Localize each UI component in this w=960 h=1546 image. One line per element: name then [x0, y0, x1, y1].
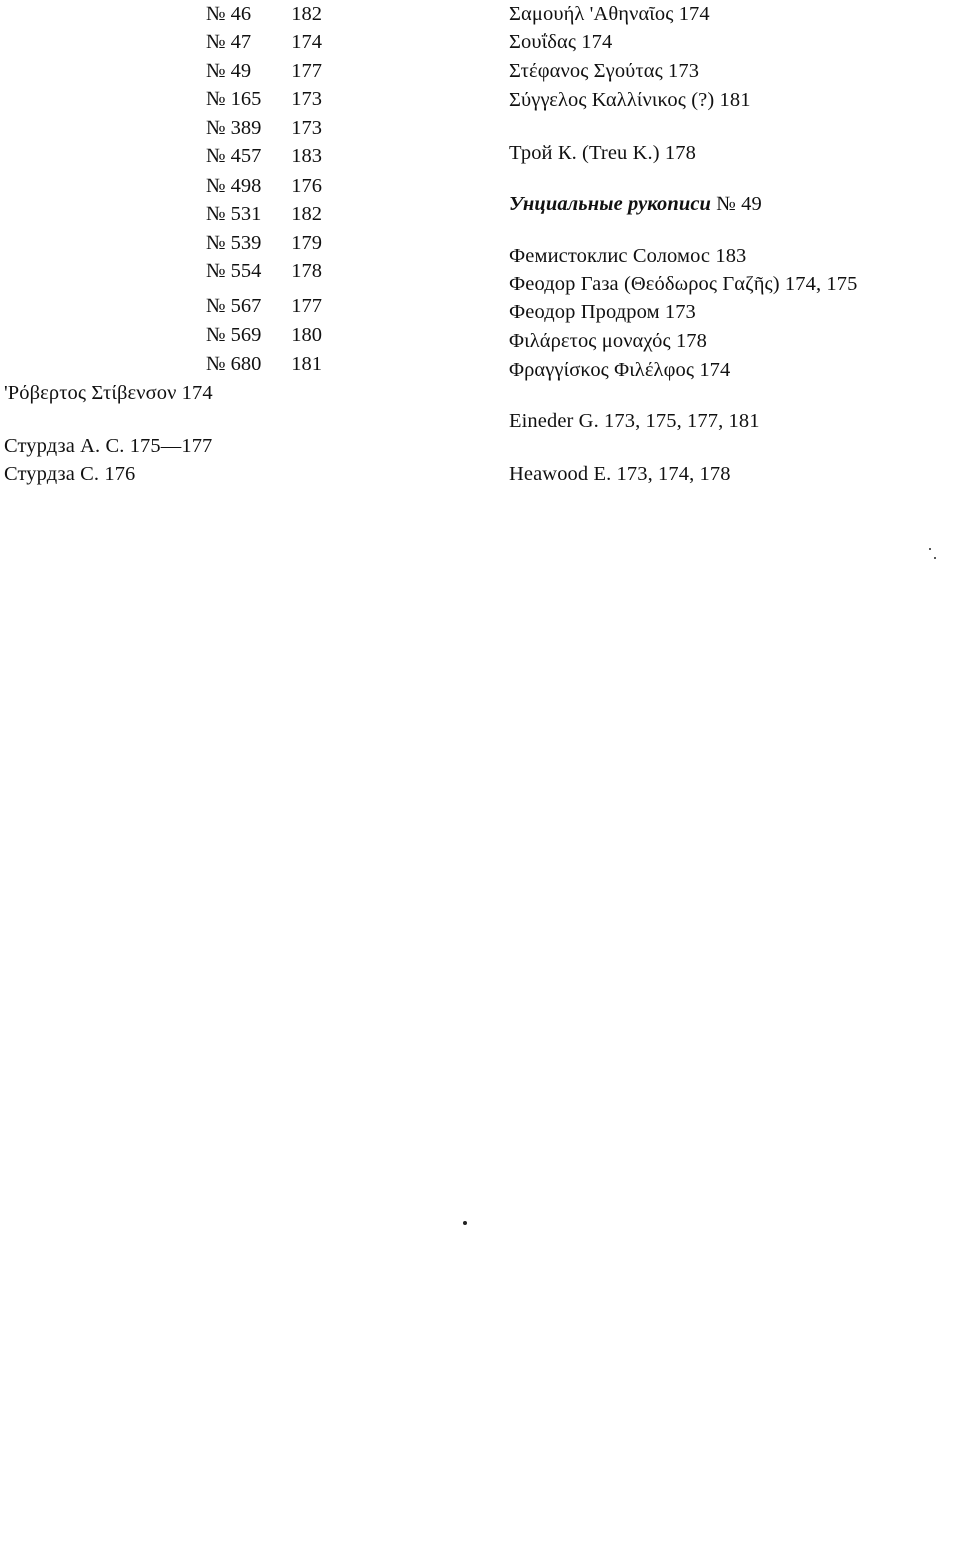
manuscript-entry [4, 323, 322, 347]
index-entry-troi: Трой К. (Treu K.) 178 [509, 142, 696, 164]
manuscript-entry [4, 30, 322, 54]
uncial-heading: Унциальные рукописи [509, 193, 712, 215]
manuscript-number: № 165 [206, 88, 262, 110]
page-reference: 182 [291, 3, 322, 25]
manuscript-entry [4, 352, 322, 376]
page-reference: 176 [291, 175, 322, 197]
page-reference: 173 [291, 117, 322, 139]
page-reference: 181 [291, 353, 322, 375]
manuscript-number: № 680 [206, 353, 262, 375]
manuscript-entry [4, 231, 322, 255]
manuscript-entry [4, 59, 322, 83]
manuscript-entry [4, 174, 322, 198]
index-entry-stevenson: 'Ρόβερτος Στίβενσον 174 [4, 382, 213, 404]
uncial-number: № 49 [716, 193, 762, 215]
page-reference: 179 [291, 232, 322, 254]
index-entry-greek: Στέφανος Σγούτας 173 [509, 60, 700, 82]
manuscript-entry [4, 87, 322, 111]
index-entry-greek: Σύγγελος Καλλίνικος (?) 181 [509, 89, 751, 111]
index-entry-greek: Σουΐδας 174 [509, 31, 613, 53]
manuscript-number: № 46 [206, 3, 252, 25]
page-reference: 177 [291, 295, 322, 317]
print-speck [934, 557, 936, 559]
manuscript-entry [4, 116, 322, 140]
manuscript-entry [4, 202, 322, 226]
index-entry-f: Фемистоклис Соломос 183 [509, 245, 747, 267]
index-entry-f: Феодор Газа (Θεόδωρος Γαζῆς) 174, 175 [509, 273, 858, 295]
manuscript-number: № 569 [206, 324, 262, 346]
page-reference: 173 [291, 88, 322, 110]
manuscript-number: № 554 [206, 260, 262, 282]
index-entry-eineder: Eineder G. 173, 175, 177, 181 [509, 410, 760, 432]
index-entry-sturdza-s: Стурдза С. 176 [4, 463, 136, 485]
page-reference: 183 [291, 145, 322, 167]
page-reference: 182 [291, 203, 322, 225]
print-speck [463, 1221, 467, 1225]
manuscript-number: № 47 [206, 31, 252, 53]
index-entry-f: Φιλάρετος μοναχός 178 [509, 330, 707, 352]
manuscript-entry [4, 259, 322, 283]
print-speck [929, 548, 931, 550]
manuscript-entry [4, 144, 322, 168]
index-entry-heawood: Heawood E. 173, 174, 178 [509, 463, 731, 485]
index-entry-sturdza-a: Стурдза А. С. 175—177 [4, 435, 213, 457]
manuscript-number: № 49 [206, 60, 252, 82]
manuscript-number: № 498 [206, 175, 262, 197]
page-reference: 177 [291, 60, 322, 82]
page-reference: 174 [291, 31, 322, 53]
manuscript-entry [4, 294, 322, 318]
index-entry-f: Φραγγίσκος Φιλέλφος 174 [509, 359, 731, 381]
manuscript-number: № 389 [206, 117, 262, 139]
manuscript-number: № 539 [206, 232, 262, 254]
manuscript-number: № 531 [206, 203, 262, 225]
index-entry-uncial [509, 192, 762, 216]
manuscript-number: № 457 [206, 145, 262, 167]
manuscript-entry [4, 2, 322, 26]
index-entry-f: Феодор Продром 173 [509, 301, 696, 323]
index-entry-greek: Σαμουήλ 'Αθηναῖος 174 [509, 3, 710, 25]
manuscript-number: № 567 [206, 295, 262, 317]
page-reference: 178 [291, 260, 322, 282]
page-reference: 180 [291, 324, 322, 346]
